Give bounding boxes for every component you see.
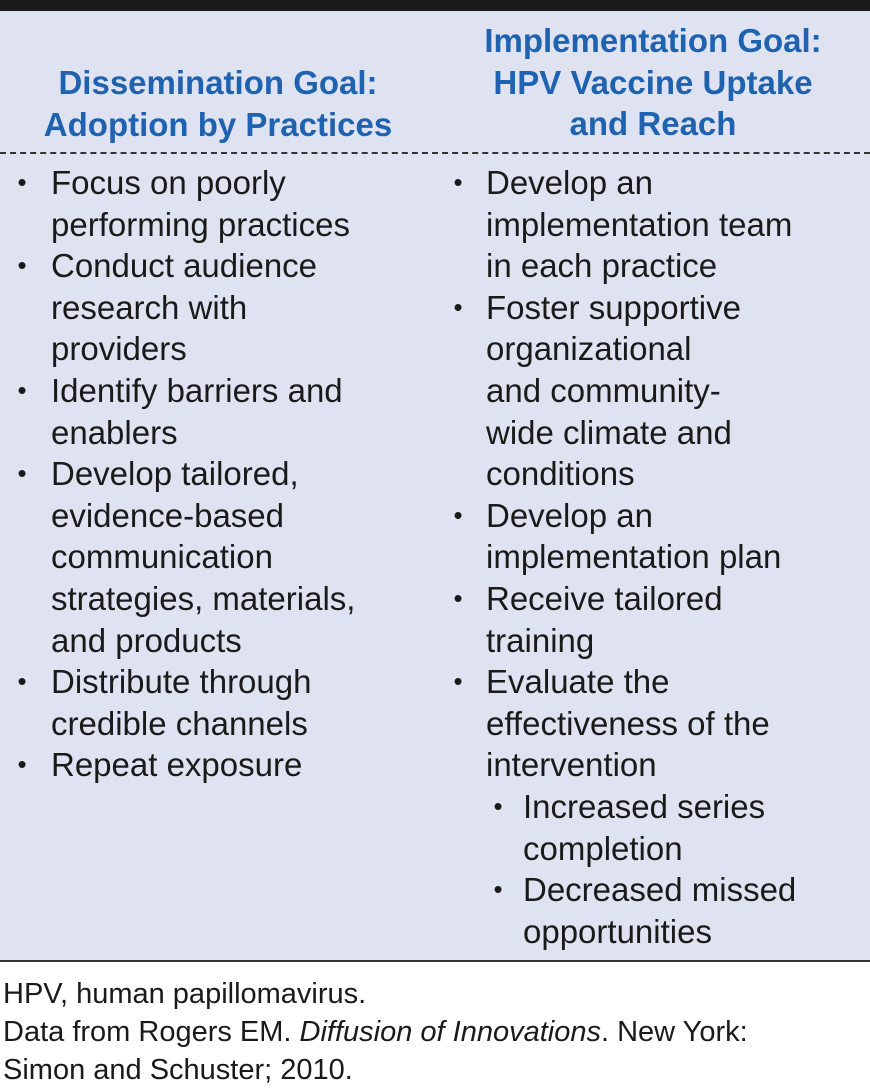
list-item: • Focus on poorly performing practices xyxy=(0,162,430,245)
abbreviation-footnote: HPV, human papillomavirus. xyxy=(3,978,367,1010)
bullet-icon: • xyxy=(453,291,463,322)
list-item: • Identify barriers and enablers xyxy=(0,370,430,453)
goals-table xyxy=(0,11,870,960)
header-row xyxy=(0,11,870,154)
list-item: • Develop tailored, evidence-based communication strategies, materials, and products xyxy=(0,453,430,661)
list-item: • Receive tailored training xyxy=(436,578,870,661)
implementation-goal-header: Implementation Goal: HPV Vaccine Uptake and Reach xyxy=(484,22,822,142)
list-item: • Develop an implementation team in each practice xyxy=(436,162,870,287)
bullet-icon: • xyxy=(17,250,27,281)
bullet-icon: • xyxy=(17,167,27,197)
header-divider xyxy=(0,152,870,154)
bullet-icon: • xyxy=(17,458,27,489)
implementation-list xyxy=(436,162,870,952)
bullet-icon: • xyxy=(453,666,463,697)
list-item: • Conduct audience research with providers xyxy=(0,245,430,370)
bullet-icon: • xyxy=(453,167,463,197)
list-item: • Repeat exposure xyxy=(0,744,430,786)
list-item: • Foster supportive organizational and community- wide climate and conditions xyxy=(436,287,870,495)
bullet-icon: • xyxy=(453,582,463,613)
list-item: • Evaluate the effectiveness of the intervention • Increased series completion • Decreased missed opportunities xyxy=(436,661,870,952)
bullet-icon: • xyxy=(17,374,27,405)
bullet-icon: • xyxy=(453,499,463,530)
list-item: • Distribute through credible channels xyxy=(0,661,430,744)
sub-list-item: • Decreased missed opportunities xyxy=(486,869,870,952)
sub-list-item: • Increased series completion xyxy=(486,786,870,869)
bottom-rule xyxy=(0,960,870,962)
bullet-icon: • xyxy=(493,790,503,821)
dissemination-list xyxy=(0,162,430,786)
bullet-icon: • xyxy=(17,666,27,697)
evaluation-sublist xyxy=(486,786,870,952)
top-rule xyxy=(0,0,870,11)
dissemination-goal-header: Dissemination Goal: Adoption by Practices xyxy=(43,64,393,143)
bullet-icon: • xyxy=(493,874,503,905)
source-footnote: Data from Rogers EM. Diffusion of Innovations. New York: Simon and Schuster; 2010. xyxy=(3,1016,748,1086)
list-item: • Develop an implementation plan xyxy=(436,495,870,578)
bullet-icon: • xyxy=(17,749,27,780)
source-title: Diffusion of Innovations xyxy=(299,1016,601,1048)
